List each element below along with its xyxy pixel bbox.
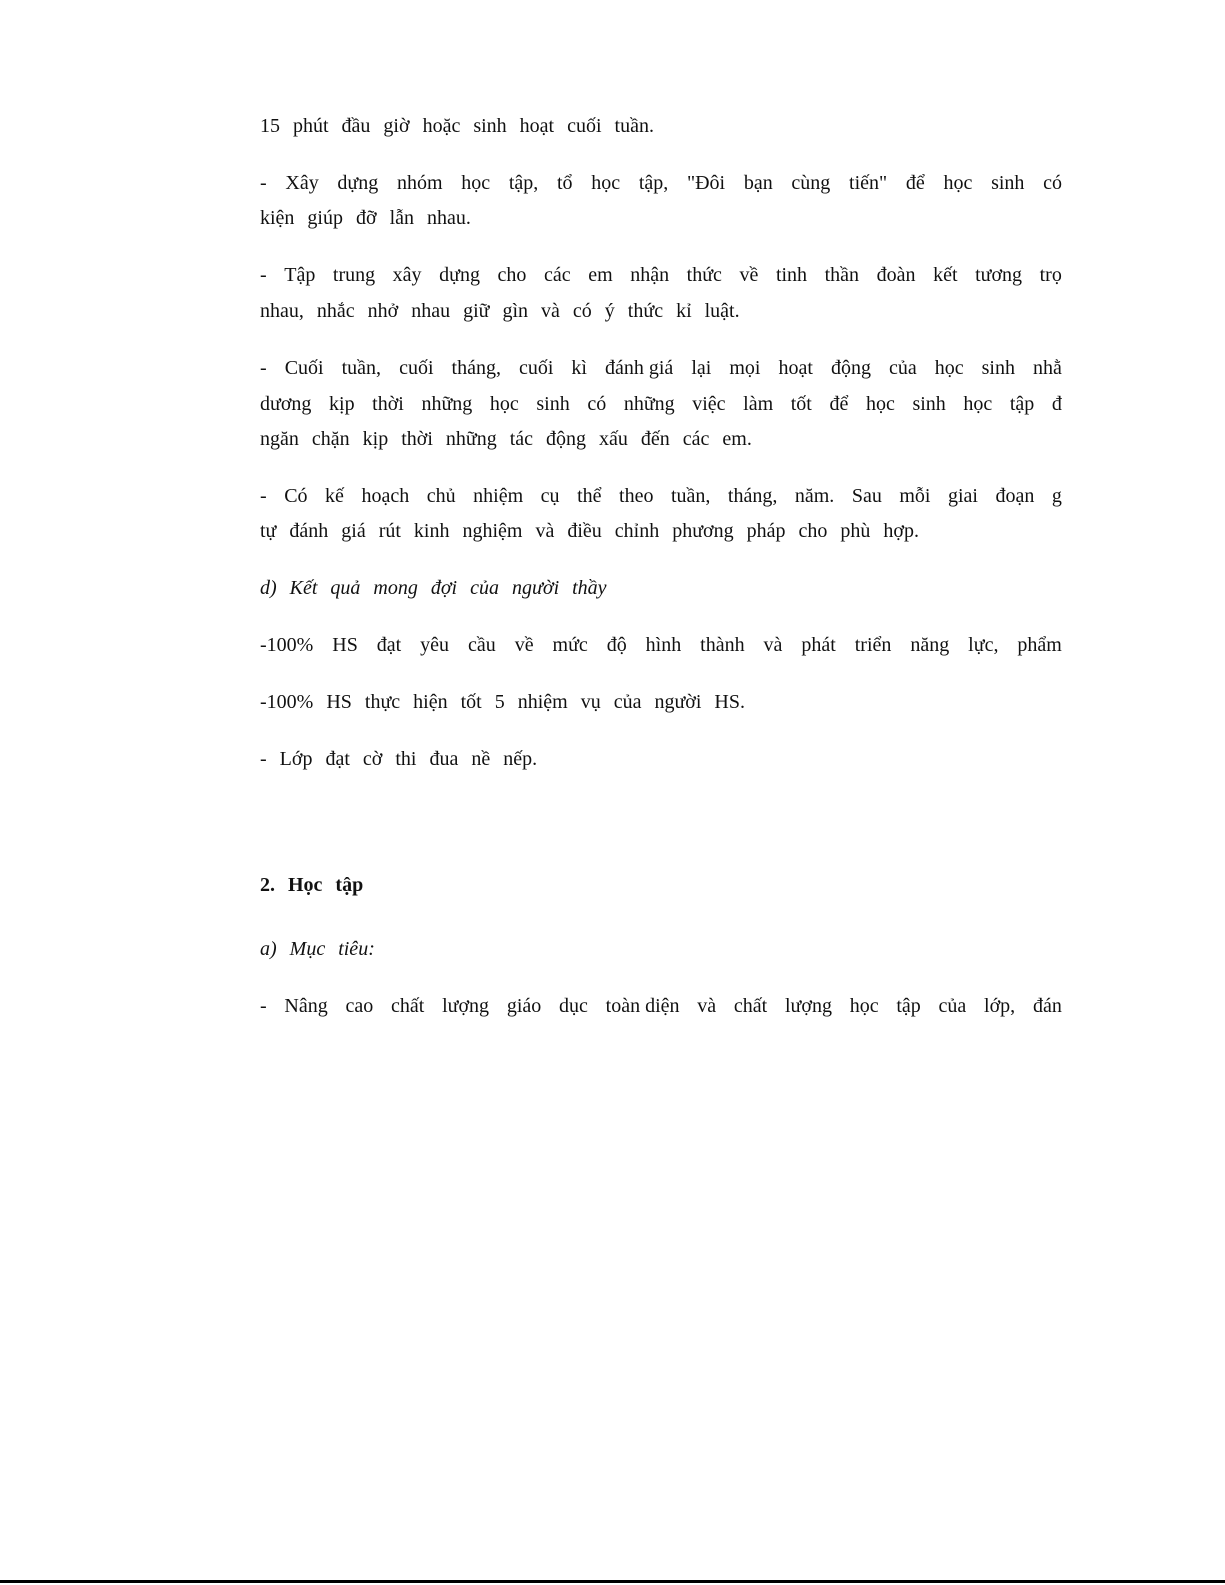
word: việc bbox=[692, 393, 726, 415]
text-line: nhau, nhắc nhở nhau giữ gìn và có ý thức kỉ luật. bbox=[260, 300, 740, 322]
word: đánh giá bbox=[605, 357, 674, 379]
word: tập, bbox=[638, 172, 669, 194]
word: sinh bbox=[536, 393, 570, 415]
word: kì bbox=[571, 357, 587, 379]
word: học bbox=[461, 172, 491, 194]
word: để bbox=[829, 393, 849, 415]
word: những bbox=[421, 393, 473, 415]
word: Cuối bbox=[284, 357, 324, 379]
word: theo bbox=[619, 485, 654, 507]
word: phẩm bbox=[1017, 634, 1062, 656]
word: xây bbox=[392, 264, 422, 286]
word: học bbox=[963, 393, 993, 415]
word: toàn diện bbox=[605, 995, 680, 1017]
word: sinh bbox=[912, 393, 946, 415]
word: có bbox=[1043, 172, 1062, 194]
word: trung bbox=[332, 264, 376, 286]
word: triển bbox=[854, 634, 892, 656]
document-body bbox=[260, 0, 1062, 1100]
word: tinh bbox=[775, 264, 808, 286]
word: có bbox=[587, 393, 607, 415]
word: cụ bbox=[540, 485, 560, 507]
word: học bbox=[865, 393, 895, 415]
word: về bbox=[739, 264, 759, 286]
word: đạt bbox=[376, 634, 402, 656]
word: động bbox=[830, 357, 871, 379]
word: HS bbox=[332, 634, 358, 656]
word: nhóm bbox=[396, 172, 443, 194]
word: đoàn bbox=[876, 264, 916, 286]
word: làm bbox=[743, 393, 774, 415]
word: độ bbox=[606, 634, 627, 656]
word: nhằ bbox=[1033, 357, 1062, 379]
word: tập, bbox=[508, 172, 539, 194]
word: thần bbox=[824, 264, 860, 286]
word: dựng bbox=[439, 264, 480, 286]
word: - bbox=[260, 357, 267, 379]
word: Sau bbox=[851, 485, 882, 507]
word: bạn bbox=[743, 172, 773, 194]
word: tương bbox=[975, 264, 1023, 286]
word: hoạch bbox=[361, 485, 410, 507]
word: - bbox=[260, 485, 267, 507]
word: lượng bbox=[442, 995, 490, 1017]
word: năm. bbox=[794, 485, 835, 507]
word: lại bbox=[691, 357, 712, 379]
text-line-justified bbox=[260, 263, 1062, 287]
word: sinh bbox=[981, 357, 1015, 379]
page-bottom-rule bbox=[0, 1580, 1225, 1583]
word: tập bbox=[896, 995, 921, 1017]
word: trọ bbox=[1039, 264, 1062, 286]
word: tổ bbox=[556, 172, 573, 194]
word: giai bbox=[947, 485, 978, 507]
word: thức bbox=[686, 264, 722, 286]
word: và bbox=[763, 634, 783, 656]
word: tuần, bbox=[341, 357, 382, 379]
word: yêu bbox=[420, 634, 450, 656]
word: tuần, bbox=[670, 485, 711, 507]
text-line-justified bbox=[260, 633, 1062, 657]
subsection-heading: a) Mục tiêu: bbox=[260, 938, 375, 960]
word: của bbox=[888, 357, 917, 379]
word: thành bbox=[700, 634, 745, 656]
word: -100% bbox=[260, 634, 314, 656]
word: kết bbox=[933, 264, 958, 286]
word: tiến" bbox=[849, 172, 888, 194]
word: hình bbox=[645, 634, 682, 656]
word: sinh bbox=[991, 172, 1025, 194]
text-line-justified bbox=[260, 392, 1062, 416]
word: dương bbox=[260, 393, 312, 415]
word: tập bbox=[1009, 393, 1035, 415]
word: - bbox=[260, 995, 267, 1017]
word: Có bbox=[284, 485, 308, 507]
text-line-justified bbox=[260, 356, 1062, 380]
word: hoạt bbox=[778, 357, 813, 379]
word: cao bbox=[345, 995, 374, 1017]
word: thể bbox=[577, 485, 602, 507]
word: học bbox=[943, 172, 973, 194]
word: tháng, bbox=[727, 485, 778, 507]
word: - bbox=[260, 172, 267, 194]
text-line: tự đánh giá rút kinh nghiệm và điều chỉnh phương pháp cho phù hợp. bbox=[260, 520, 919, 542]
word: lực, bbox=[968, 634, 999, 656]
word: đoạn bbox=[995, 485, 1035, 507]
word: cầu bbox=[467, 634, 496, 656]
word: cho bbox=[497, 264, 527, 286]
text-line-justified bbox=[260, 171, 1062, 195]
word: cuối bbox=[399, 357, 434, 379]
text-line: 15 phút đầu giờ hoặc sinh hoạt cuối tuần. bbox=[260, 115, 654, 137]
word: của bbox=[938, 995, 967, 1017]
word: mọi bbox=[729, 357, 761, 379]
word: Tập bbox=[284, 264, 316, 286]
word: mức bbox=[552, 634, 588, 656]
word: mỗi bbox=[899, 485, 931, 507]
word: Nâng bbox=[284, 995, 328, 1017]
text-line: kiện giúp đỡ lẫn nhau. bbox=[260, 207, 471, 229]
word: kịp bbox=[329, 393, 355, 415]
word: đán bbox=[1032, 995, 1062, 1017]
word: - bbox=[260, 264, 267, 286]
word: chất bbox=[391, 995, 425, 1017]
subsection-heading: d) Kết quả mong đợi của người thầy bbox=[260, 577, 607, 599]
word: nhiệm bbox=[473, 485, 524, 507]
text-line: ngăn chặn kịp thời những tác động xấu đến các em. bbox=[260, 428, 752, 450]
word: tốt bbox=[790, 393, 812, 415]
word: kế bbox=[325, 485, 344, 507]
text-line: -100% HS thực hiện tốt 5 nhiệm vụ của người HS. bbox=[260, 691, 745, 713]
word: chất bbox=[733, 995, 768, 1017]
word: đ bbox=[1051, 393, 1062, 415]
word: để bbox=[905, 172, 925, 194]
word: lớp, bbox=[984, 995, 1016, 1017]
word: phát bbox=[801, 634, 836, 656]
word: năng bbox=[910, 634, 950, 656]
word: dục bbox=[559, 995, 588, 1017]
section-heading: 2. Học tập bbox=[260, 874, 364, 896]
word: học bbox=[591, 172, 621, 194]
word: chủ bbox=[426, 485, 456, 507]
word: em bbox=[588, 264, 613, 286]
text-line: - Lớp đạt cờ thi đua nề nếp. bbox=[260, 748, 538, 770]
word: dựng bbox=[337, 172, 379, 194]
word: Xây bbox=[285, 172, 319, 194]
word: tháng, bbox=[451, 357, 501, 379]
word: học bbox=[849, 995, 879, 1017]
word: nhận bbox=[630, 264, 670, 286]
word: các bbox=[543, 264, 571, 286]
word: học bbox=[934, 357, 964, 379]
word: và bbox=[697, 995, 717, 1017]
word: thời bbox=[372, 393, 404, 415]
word: những bbox=[623, 393, 675, 415]
word: g bbox=[1051, 485, 1062, 507]
word: giáo bbox=[506, 995, 542, 1017]
word: học bbox=[489, 393, 519, 415]
word: về bbox=[514, 634, 534, 656]
text-line-justified bbox=[260, 484, 1062, 508]
word: "Đôi bbox=[686, 172, 726, 194]
word: cuối bbox=[518, 357, 554, 379]
word: lượng bbox=[784, 995, 832, 1017]
text-line-justified bbox=[260, 994, 1062, 1018]
word: cùng bbox=[791, 172, 831, 194]
